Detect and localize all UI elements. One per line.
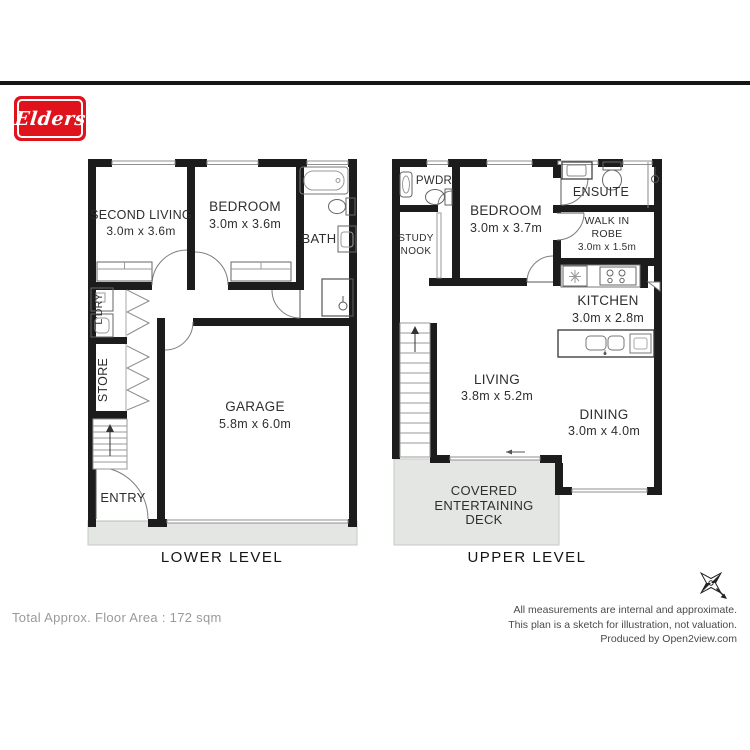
- dining-window: [572, 489, 647, 492]
- upper-stairs-icon: [400, 323, 430, 457]
- driveway-area: [88, 521, 357, 545]
- deck-label-line3: DECK: [465, 512, 503, 527]
- kitchen-label: KITCHEN: [577, 293, 639, 308]
- powder-basin-icon: [400, 172, 412, 197]
- lower-doors: [96, 250, 300, 519]
- bathtub-icon: [300, 167, 348, 194]
- second-living-label: SECOND LIVING: [90, 208, 192, 222]
- floor-area-text: Total Approx. Floor Area : 172 sqm: [12, 610, 222, 625]
- study-nook-label-line1: STUDY: [398, 233, 434, 244]
- elders-logo-text: Elders: [13, 107, 87, 130]
- second-living-dims: 3.0m x 3.6m: [106, 224, 176, 238]
- lower-level-title: LOWER LEVEL: [160, 549, 284, 566]
- deck-label-line2: ENTERTAINING: [434, 498, 534, 513]
- garage-door-icon: [165, 322, 193, 350]
- dining-dims: 3.0m x 4.0m: [567, 424, 641, 438]
- lower-level-plan: [88, 159, 357, 545]
- upper-level-plan: [392, 159, 662, 545]
- disclaimer-line-3: Produced by Open2view.com: [600, 633, 737, 645]
- robe-door-icon: [557, 213, 584, 240]
- kitchen-dims: 3.0m x 2.8m: [571, 311, 645, 325]
- compass-icon: [701, 573, 727, 599]
- lower-bedroom-label: BEDROOM: [209, 199, 281, 214]
- study-nook-label-line2: NOOK: [400, 246, 432, 257]
- second-living-door-icon: [152, 250, 187, 285]
- robe-dims: 3.0m x 1.5m: [577, 242, 637, 253]
- upper-bedroom-dims: 3.0m x 3.7m: [469, 221, 543, 235]
- disclaimer-line-1: All measurements are internal and approximate.: [513, 604, 737, 616]
- store-label: STORE: [96, 357, 110, 403]
- bath-label: BATH: [301, 231, 337, 246]
- dining-label: DINING: [579, 407, 629, 422]
- upper-bedroom-door-icon: [527, 256, 553, 282]
- lower-bedroom-door-icon: [195, 252, 228, 285]
- garage-dims: 5.8m x 6.0m: [218, 417, 292, 431]
- robe-label-line1: WALK IN: [584, 215, 630, 227]
- sliding-door-arrow-icon: [506, 450, 525, 455]
- disclaimer-block: [508, 603, 737, 647]
- entry-label: ENTRY: [100, 490, 146, 505]
- bath-door-icon: [272, 290, 300, 318]
- laundry-label: L'DRY: [93, 293, 105, 325]
- living-dims: 3.8m x 5.2m: [460, 389, 534, 403]
- study-desk-icon: [437, 213, 441, 278]
- powder-label: PWDR: [415, 175, 453, 187]
- sliding-door-line: [450, 457, 540, 460]
- living-label: LIVING: [473, 372, 521, 387]
- ensuite-label: ENSUITE: [572, 185, 630, 199]
- deck-label-line1: COVERED: [450, 483, 518, 498]
- garage-label: GARAGE: [225, 399, 285, 414]
- upper-bedroom-label: BEDROOM: [470, 203, 542, 218]
- garage-door-line: [167, 520, 348, 523]
- lower-shower-icon: [322, 279, 353, 316]
- robe-label-line2: ROBE: [591, 228, 623, 240]
- lower-bedroom-dims: 3.0m x 3.6m: [208, 217, 282, 231]
- upper-level-title: UPPER LEVEL: [467, 549, 587, 566]
- lower-stairs-icon: [93, 419, 127, 469]
- bifold-door-icons: [126, 290, 149, 411]
- disclaimer-line-2: This plan is a sketch for illustration, not valuation.: [508, 618, 737, 631]
